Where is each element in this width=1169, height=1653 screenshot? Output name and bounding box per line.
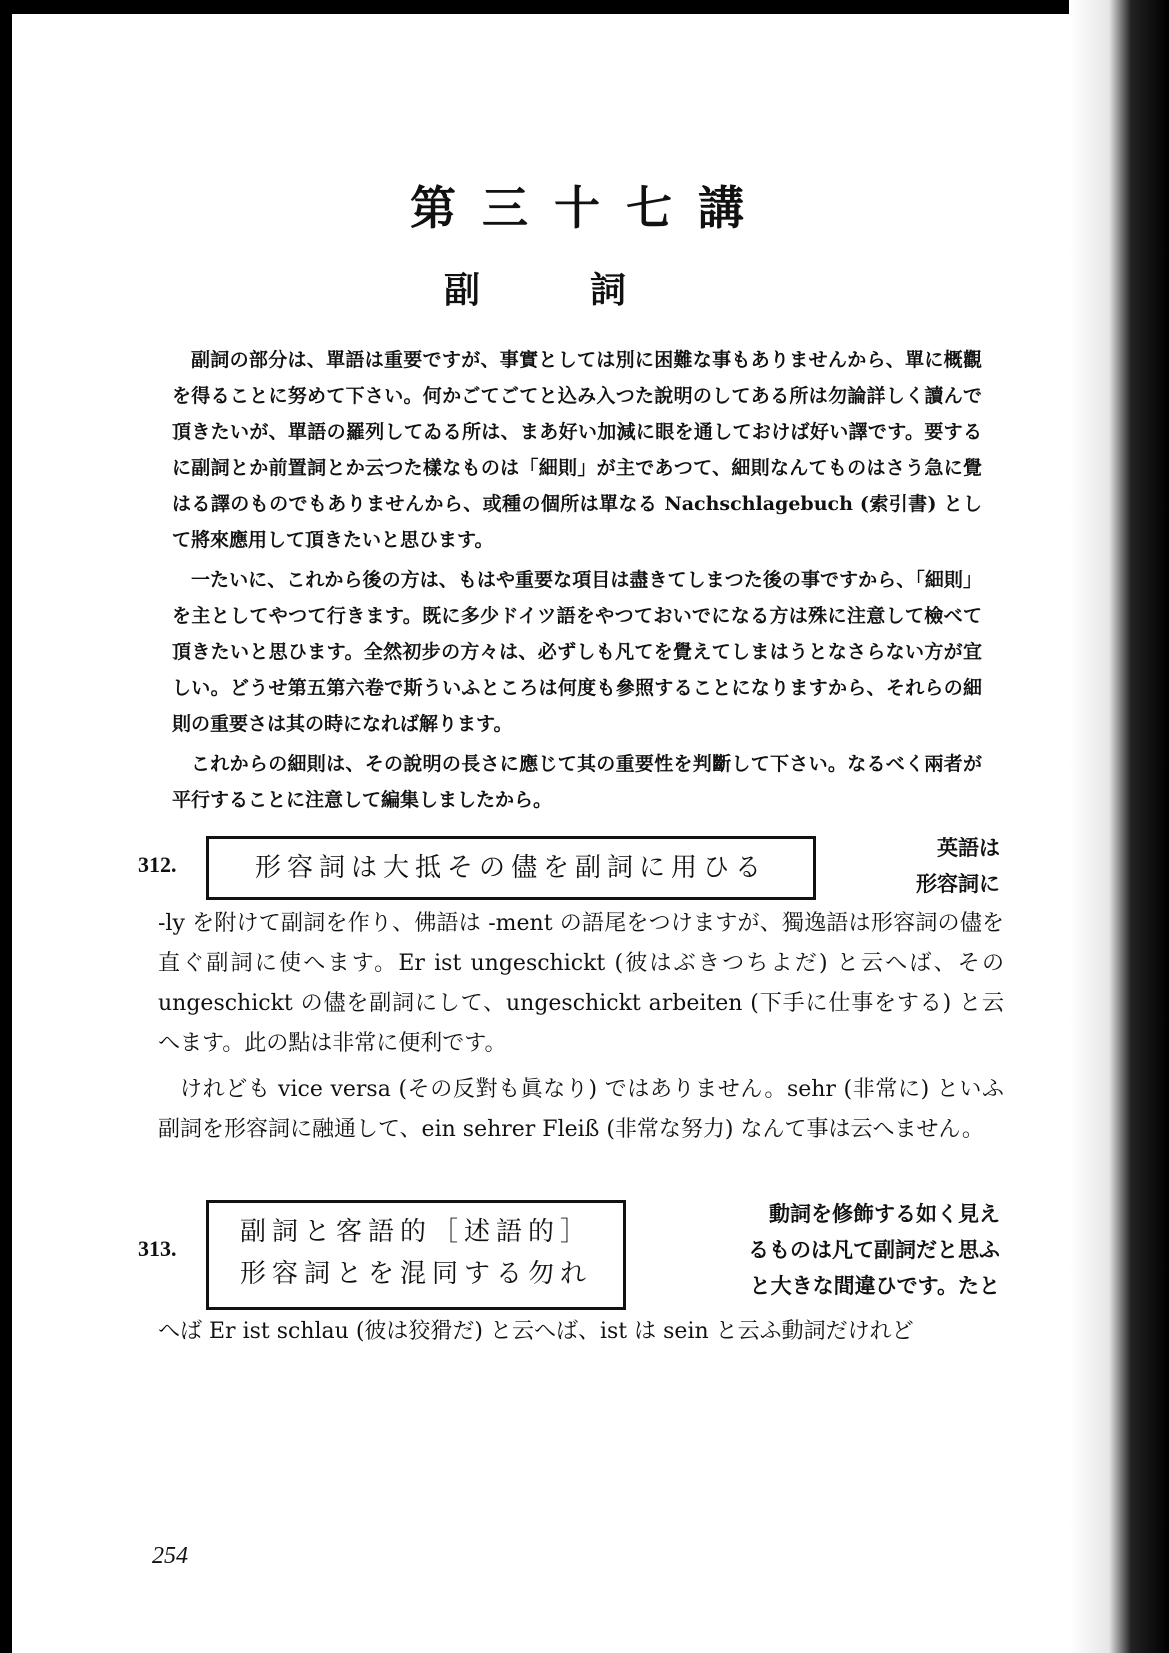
heading-line: 形容詞とを混同する勿れ — [239, 1259, 592, 1289]
intro-paragraph: 一たいに、これから後の方は、もはや重要な項目は盡きてしまつた後の事ですから、「細則」を主としてやつて行きます。既に多少ドイツ語をやつておいでになる方は殊に注意して檢べて頂きたいと思ひます。全然初步の方々は、必ずしも凡てを覺えてしまはうとなさらない方が宜しい。どうせ第五第六卷で斯ういふところは何度も參照することになりますから、それらの細則の重要さは其の時になれば解ります。 — [172, 569, 982, 735]
scan-border-left — [0, 0, 12, 1653]
side-note-line: と大きな間違ひです。たと — [749, 1273, 1000, 1298]
body-paragraph: -ly を附けて副詞を作り、佛語は -ment の語尾をつけますが、獨逸語は形容詞の儘を直ぐ副詞に使へます。Er ist ungeschickt (彼はぶきつちよだ) と云へば、その ungeschickt の儘を副詞にして、ungeschickt arbeiten (下手に仕事をする) と云へます。此の點は非常に便利です。 — [158, 911, 1004, 1056]
intro-paragraph: 副詞の部分は、單語は重要ですが、事實としては別に困難な事もありませんから、單に概觀を得ることに努めて下さい。何かごてごてと込み入つた說明のしてある所は勿論詳しく讀んで頂きたいが、單語の羅列してゐる所は、まあ好い加減に眼を通しておけば好い譯です。要するに副詞とか前置詞とか云つた樣なものは「細則」が主であつて、細則なんてものはさう急に覺はる譯のものでもありませんから、或種の個所は單なる Nachschlagebuch (索引書) として將來應用して頂きたいと思ひます。 — [172, 349, 982, 551]
heading-line: 副詞と客語的［述語的］ — [239, 1217, 592, 1247]
section-title: 副詞 — [443, 269, 736, 311]
intro-text — [172, 342, 982, 822]
intro-paragraph: これからの細則は、その說明の長さに應じて其の重要性を判斷して下さい。なるべく兩者が平行することに注意して編集しましたから。 — [172, 753, 982, 811]
section-312-side-note — [840, 830, 1000, 902]
chapter-title: 第三十七講 — [410, 181, 770, 235]
section-313-body — [158, 1312, 1004, 1358]
section-312-body — [158, 904, 1004, 1156]
section-313-number: 313. — [138, 1236, 177, 1261]
body-paragraph: けれども vice versa (その反對も眞なり) ではありません。sehr (非常に) といふ副詞を形容詞に融通して、ein sehrer Fleiß (非常な努力) なんて事は云へません。 — [158, 1077, 1004, 1142]
section-313-heading — [206, 1200, 626, 1310]
side-note-line: 形容詞に — [916, 871, 1000, 896]
page-number: 254 — [152, 1543, 188, 1569]
section-312-number: 312. — [138, 852, 177, 877]
book-gutter-shadow — [1069, 0, 1169, 1653]
body-paragraph: へば Er ist schlau (彼は狡猾だ) と云へば、ist は sein と云ふ動詞だけれど — [158, 1319, 914, 1344]
side-note-line: るものは凡て副詞だと思ふ — [748, 1237, 1000, 1262]
book-page — [138, 0, 1010, 1653]
side-note-line: 動詞を修飾する如く見え — [769, 1201, 1000, 1226]
side-note-line: 英語は — [937, 835, 1000, 860]
section-313-side-note — [650, 1196, 1000, 1304]
section-312-heading: 形容詞は大抵その儘を副詞に用ひる — [206, 836, 816, 900]
